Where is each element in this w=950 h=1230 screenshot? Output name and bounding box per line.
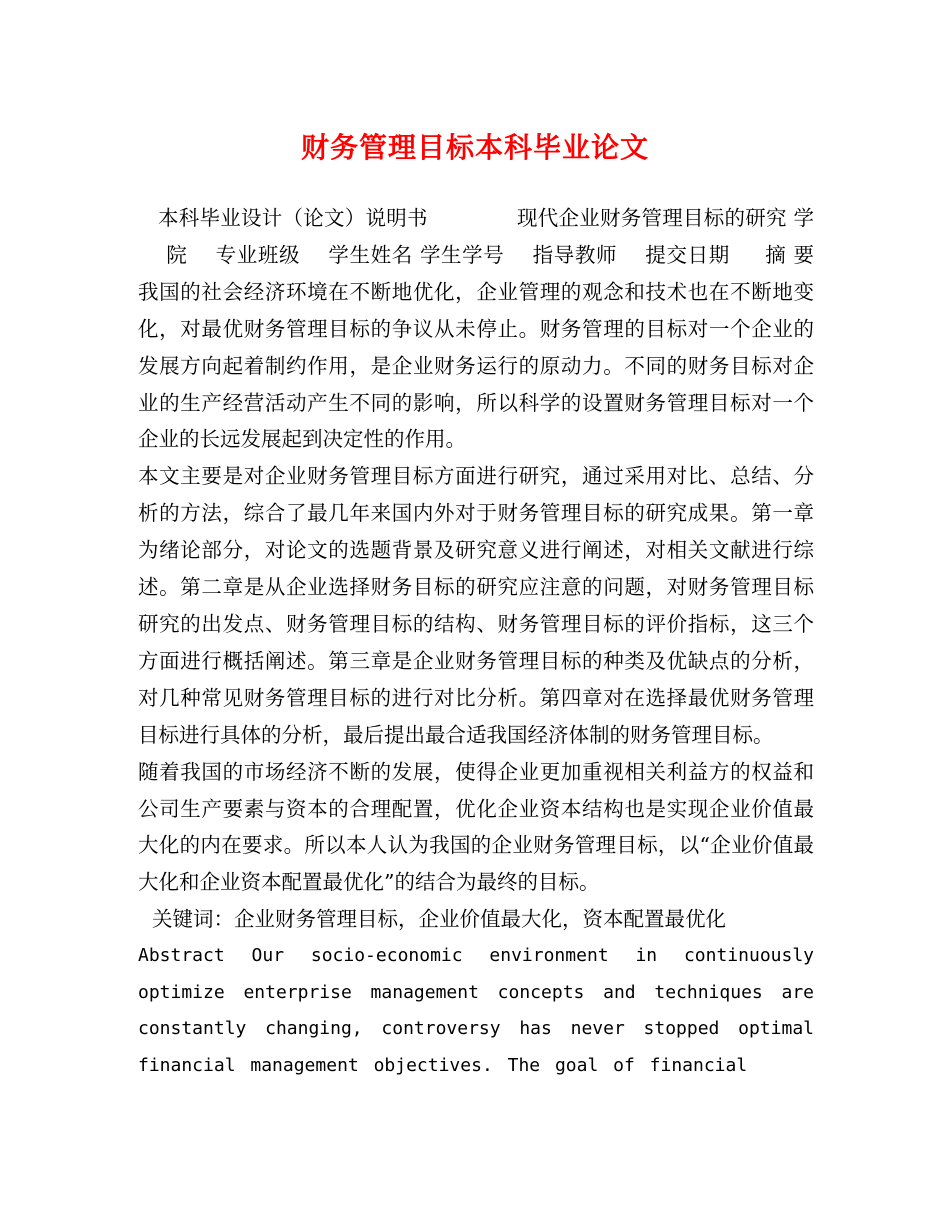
english-abstract: Abstract Our socio-economic environment in continuously optimize enterprise management concepts and techniques are constantly changing, controversy has never stopped optimal financial management objectives. The goal of financial (138, 945, 814, 1076)
paragraph-research-overview: 本文主要是对企业财务管理目标方面进行研究，通过采用对比、总结、分析的方法，综合了最几年来国内外对于财务管理目标的研究成果。第一章为绪论部分，对论文的选题背景及研究意义进行阐述，对相关文献进行综述。第二章是从企业选择财务目标的研究应注意的问题，对财务管理目标研究的出发点、财务管理目标的结构、财务管理目标的评价指标，这三个方面进行概括阐述。第三章是企业财务管理目标的种类及优缺点的分析，对几种常见财务管理目标的进行对比分析。第四章对在选择最优财务管理目标进行具体的分析，最后提出最合适我国经济体制的财务管理目标。 (138, 464, 814, 747)
document-title: 财务管理目标本科毕业论文 (300, 131, 649, 164)
keywords-line: 关键词：企业财务管理目标，企业价值最大化，资本配置最优化 (152, 907, 726, 932)
document-body (138, 200, 814, 1084)
paragraph-cover-and-summary: 本科毕业设计（论文）说明书 现代企业财务管理目标的研究 学 院 专业班级 学生姓名 学生学号 指导教师 提交日期 摘 要 我国的社会经济环境在不断地优化，企业管理的观念和技术也在不断地变化，对最优财务管理目标的争议从未停止。财务管理的目标对一个企业的发展方向起着制约作用，是企业财务运行的原动力。不同的财务目标对企业的生产经营活动产生不同的影响，所以科学的设置财务管理目标对一个企业的长远发展起到决定性的作用。 (138, 206, 814, 452)
paragraph-conclusion: 随着我国的市场经济不断的发展，使得企业更加重视相关利益方的权益和公司生产要素与资本的合理配置，优化企业资本结构也是实现企业价值最大化的内在要求。所以本人认为我国的企业财务管理目标，以“企业价值最大化和企业资本配置最优化”的结合为最终的目标。 (138, 759, 814, 895)
